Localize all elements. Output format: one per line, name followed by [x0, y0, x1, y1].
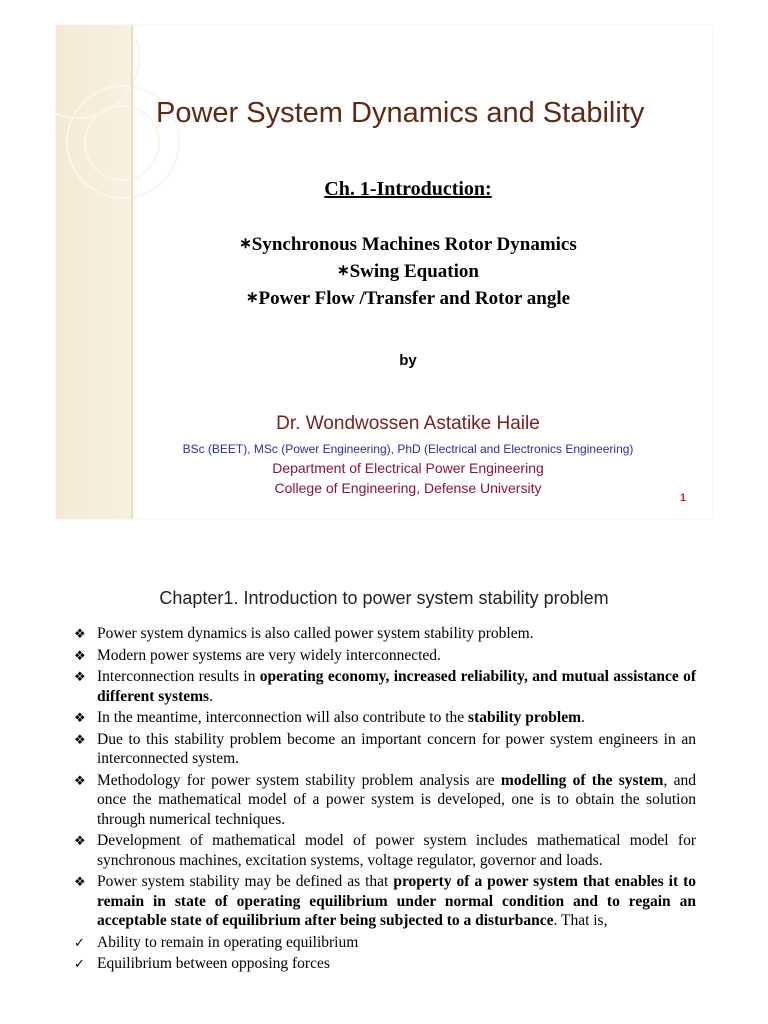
bullet-text: Development of mathematical model of power system includes mathematical model for synchronous machines, excitation systems, voltage regulator, governor and loads.: [97, 832, 696, 869]
bullet-item: [74, 831, 696, 870]
diamond-bullet-icon: ❖: [74, 626, 86, 641]
bullet-text: Power system stability may be defined as that property of a power system that enables it to remain in state of operating equilibrium under normal condition and to regain an acceptable state of equilibrium after being subjected to a disturbance. That is,: [97, 873, 696, 929]
diamond-bullet-icon: ❖: [74, 874, 86, 889]
asterisk-icon: ∗: [239, 236, 252, 252]
bullet-item: [74, 624, 696, 644]
slide-number: 1: [680, 492, 687, 504]
bullet-item: [74, 646, 696, 666]
topic-item: ∗Synchronous Machines Rotor Dynamics: [239, 234, 577, 255]
bullet-item: [74, 771, 696, 830]
checkmark-icon: ✓: [74, 934, 85, 950]
bullet-item: [74, 730, 696, 769]
diamond-bullet-icon: ❖: [74, 669, 86, 684]
bullet-text: Methodology for power system stability problem analysis are modelling of the system, and once the mathematical model of a power system is developed, one is to obtain the solution through numerical techniques.: [97, 771, 696, 828]
bullet-text: Equilibrium between opposing forces: [97, 955, 330, 972]
diamond-bullet-icon: ❖: [74, 772, 86, 788]
asterisk-icon: ∗: [245, 290, 259, 306]
diamond-bullet-icon: ❖: [74, 731, 86, 747]
bullet-item: [74, 708, 696, 728]
diamond-bullet-icon: ❖: [74, 647, 86, 663]
college: College of Engineering, Defense University: [274, 480, 542, 496]
bullet-item: [74, 933, 696, 953]
slide-title: Power System Dynamics and Stability: [156, 97, 645, 129]
topic-item: ∗Power Flow /Transfer and Rotor angle: [245, 288, 571, 309]
author-degrees: BSc (BEET), MSc (Power Engineering), PhD (Electrical and Electronics Engineering): [182, 442, 634, 456]
by-label: by: [399, 352, 417, 369]
checkmark-icon: ✓: [74, 956, 85, 971]
bullet-text: Interconnection results in operating economy, increased reliability, and mutual assistance of different systems.: [97, 668, 696, 705]
bullet-text: Due to this stability problem become an important concern for power system engineers in an interconnected system.: [97, 730, 696, 767]
topic-list: [56, 231, 712, 312]
author-name: Dr. Wondwossen Astatike Haile: [276, 413, 540, 434]
asterisk-icon: ∗: [337, 263, 350, 279]
diamond-bullet-icon: ❖: [74, 833, 86, 848]
bullet-text: Modern power systems are very widely interconnected.: [97, 646, 441, 664]
bullet-text: Ability to remain in operating equilibrium: [97, 933, 359, 951]
topic-item: ∗Swing Equation: [337, 261, 479, 282]
chapter-heading: Ch. 1-Introduction:: [324, 178, 492, 200]
bullet-list: [74, 624, 696, 976]
page-title: Chapter1. Introduction to power system stability problem: [159, 588, 609, 608]
bullet-item: [74, 872, 696, 931]
bullet-item: [74, 954, 696, 974]
department: Department of Electrical Power Engineering: [272, 460, 544, 476]
bullet-item: [74, 667, 696, 706]
diamond-bullet-icon: ❖: [74, 710, 86, 725]
title-slide: [56, 25, 712, 519]
bullet-text: In the meantime, interconnection will also contribute to the stability problem.: [97, 709, 585, 726]
bullet-text: Power system dynamics is also called power system stability problem.: [97, 625, 534, 642]
